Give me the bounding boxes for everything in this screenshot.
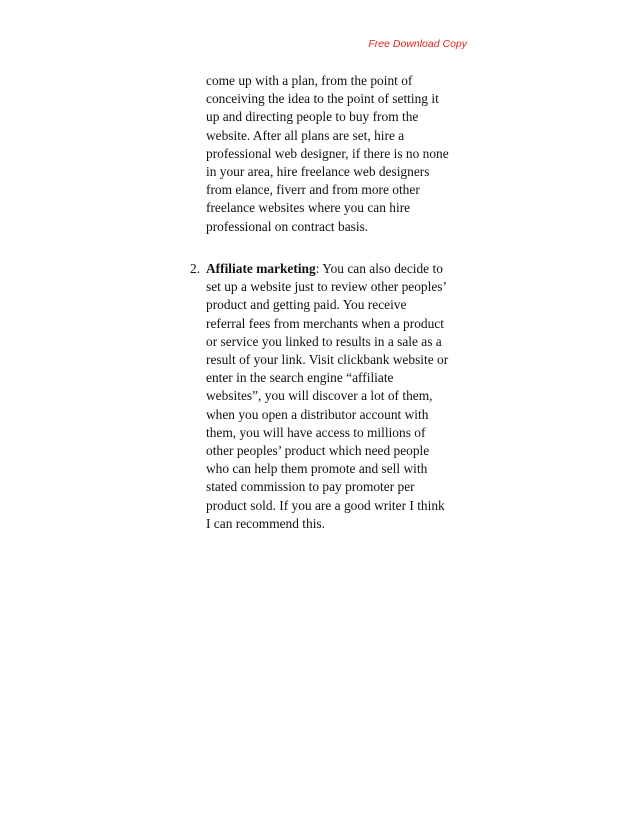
list-item-first-line [206, 260, 478, 278]
paragraph-line: conceiving the idea to the point of setting it [206, 91, 439, 107]
paragraph-line: come up with a plan, from the point of [206, 73, 413, 88]
list-number-2: 2. [190, 261, 201, 276]
list-item-line: set up a website just to review other peoples’ [206, 279, 447, 295]
list-item-line: product and getting paid. You receive [206, 297, 407, 313]
paragraph-line: freelance websites where you can hire [206, 200, 411, 216]
list-item-line: product sold. If you are a good writer I think [206, 497, 445, 513]
list-item-line: who can help them promote and sell with [206, 461, 428, 477]
list-item-line: enter in the search engine “affiliate [206, 370, 394, 386]
paragraph-line: professional web designer, if there is no none [206, 145, 449, 161]
list-item-line: them, you will have access to millions of [206, 424, 426, 440]
list-item-line: when you open a distributor account with [206, 406, 429, 422]
paragraph-line: professional on contract basis. [206, 218, 369, 234]
paragraph-continued [206, 72, 478, 236]
list-item-line: referral fees from merchants when a product [206, 315, 444, 331]
paragraph-line: up and directing people to buy from the [206, 109, 419, 125]
paragraph-line: from elance, fiverr and from more other [206, 182, 420, 198]
list-item-line: or service you linked to results in a sale as a [206, 333, 442, 349]
paragraph-line: in your area, hire freelance web designers [206, 164, 430, 180]
paragraph-line: website. After all plans are set, hire a [206, 127, 405, 143]
list-item-line: I can recommend this. [206, 515, 325, 531]
list-item-affiliate-marketing [206, 260, 478, 533]
list-item-line: stated commission to pay promoter per [206, 479, 415, 495]
term-affiliate-marketing: Affiliate marketing [206, 261, 316, 276]
list-item-line: result of your link. Visit clickbank website or [206, 352, 449, 368]
list-item-line: other peoples’ product which need people [206, 443, 430, 459]
first-line-text: : You can also decide to [315, 261, 443, 276]
free-download-copy-note: Free Download Copy [368, 38, 467, 50]
list-item-line: websites”, you will discover a lot of them, [206, 388, 433, 404]
